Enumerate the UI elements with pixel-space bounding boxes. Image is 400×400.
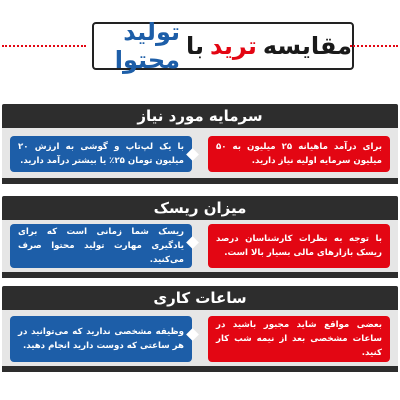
title-word-content: تولید محتوا bbox=[114, 18, 180, 74]
content-card bbox=[10, 316, 192, 362]
section-capital bbox=[2, 104, 398, 184]
content-card bbox=[10, 136, 192, 172]
title-word-compare: مقایسه bbox=[262, 32, 352, 60]
content-card-text: وظیفه مشخصی ندارید که می‌توانید در هر ساعتی که دوست دارید انجام دهید. bbox=[18, 327, 184, 351]
content-card bbox=[10, 224, 192, 268]
trade-card-text: بعضی مواقع شاید مجبور باشید در ساعات مشخصی بعد از نیمه شب کار کنید. bbox=[216, 320, 382, 358]
section-heading: میزان ریسک bbox=[2, 196, 398, 220]
title-word-trade: ترید bbox=[210, 32, 257, 60]
section-heading: ساعات کاری bbox=[2, 286, 398, 310]
trade-card bbox=[208, 316, 390, 362]
title-banner bbox=[0, 18, 400, 74]
dotted-line-left bbox=[2, 45, 86, 47]
trade-card bbox=[208, 136, 390, 172]
page-title bbox=[92, 18, 354, 74]
dotted-line-right bbox=[350, 45, 398, 47]
section-heading: سرمایه مورد نیاز bbox=[2, 104, 398, 128]
section-bottom-bar bbox=[2, 366, 398, 372]
section-bottom-bar bbox=[2, 272, 398, 278]
content-card-text: با یک لپ‌تاپ و گوشی به ارزش ۲۰ میلیون تومان ۲۵٪ یا بیشتر درآمد دارید. bbox=[18, 142, 184, 166]
trade-card bbox=[208, 224, 390, 268]
section-working-hours bbox=[2, 286, 398, 372]
trade-card-text: با توجه به نظرات کارشناسان درصد ریسک بازارهای مالی بسیار بالا است. bbox=[216, 234, 382, 258]
section-bottom-bar bbox=[2, 178, 398, 184]
title-word-with: با bbox=[186, 32, 205, 60]
content-card-text: ریسک شما زمانی است که برای یادگیری مهارت تولید محتوا صرف می‌کنید. bbox=[18, 227, 184, 265]
section-risk bbox=[2, 196, 398, 278]
trade-card-text: برای درآمد ماهیانه ۲۵ میلیون به ۵۰ میلیون سرمایه اولیه نیاز دارید. bbox=[216, 142, 382, 166]
